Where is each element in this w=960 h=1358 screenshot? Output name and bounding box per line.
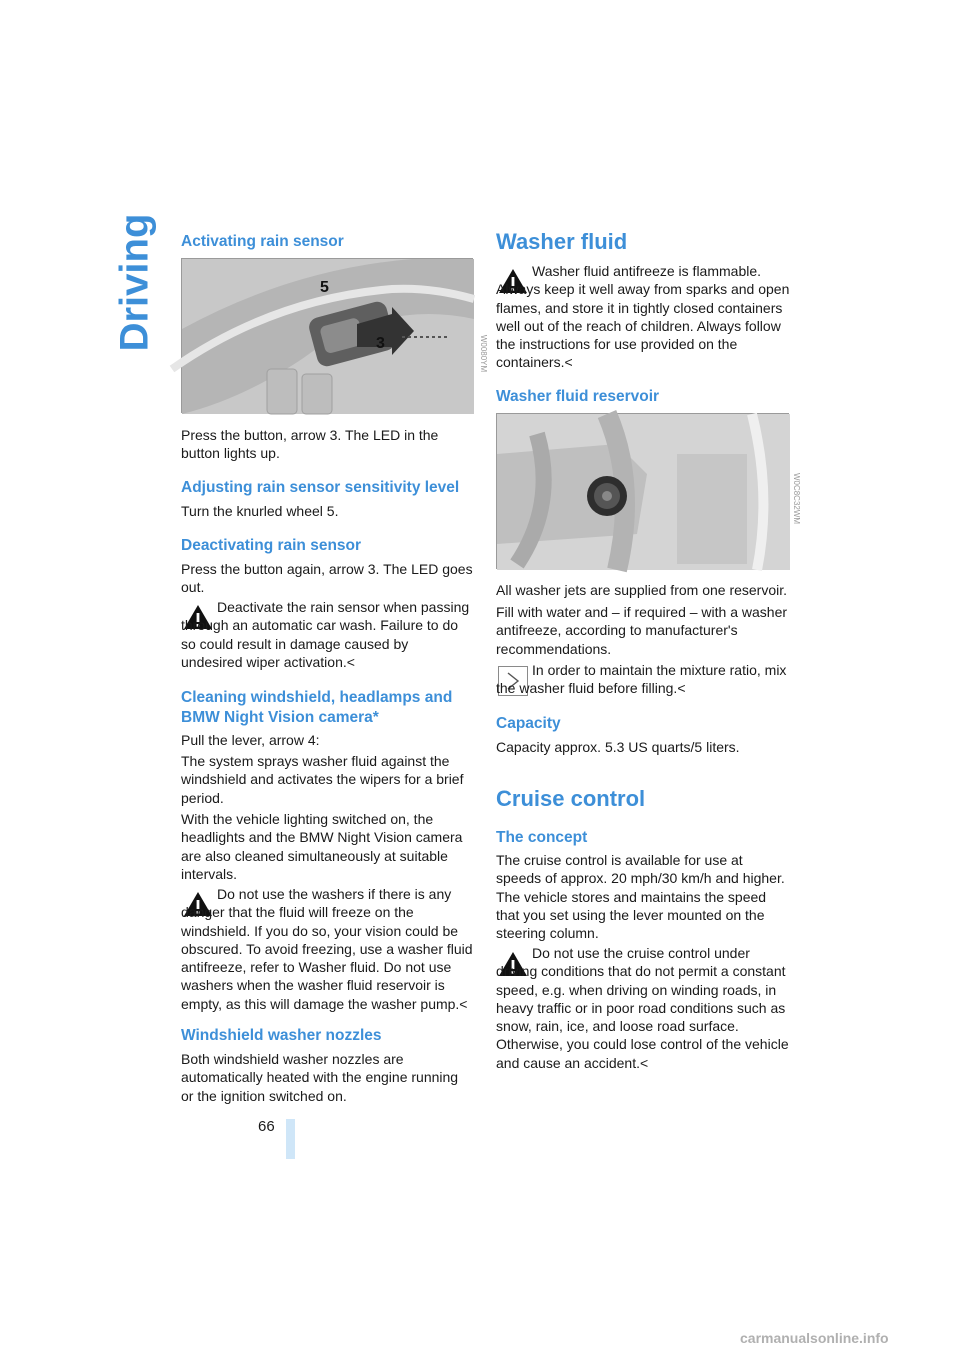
page-number: 66	[258, 1118, 275, 1135]
section-side-title	[110, 213, 160, 352]
cleaning-instruction: Pull the lever, arrow 4:	[181, 732, 320, 748]
activate-instruction: Press the button, arrow 3. The LED in the button lights up.	[181, 427, 439, 462]
cruise-warning: Do not use the cruise control under driving conditions that do not permit a constant speed, e.g. when driving on winding roads, in heavy traffic or in poor road conditions such as snow, rain, ice, and loose road surface. Otherwise, you could lose control of the vehicle and cause an accident.<	[496, 945, 789, 1071]
capacity-text: Capacity approx. 5.3 US quarts/5 liters.	[496, 739, 740, 755]
deactivate-instruction: Press the button again, arrow 3. The LED goes out.	[181, 561, 473, 596]
heading-capacity: Capacity	[496, 715, 561, 732]
cleaning-description: The system sprays washer fluid against the windshield and activates the wipers for a brief period.	[181, 753, 464, 806]
heading-concept: The concept	[496, 829, 588, 846]
figure-code: W0080YM	[478, 334, 488, 373]
page-bar	[286, 1119, 295, 1159]
reservoir-illustration	[497, 414, 790, 570]
reservoir-text-1: All washer jets are supplied from one reservoir.	[496, 582, 788, 598]
heading-sensitivity: Adjusting rain sensor sensitivity level	[181, 479, 460, 496]
heading-reservoir: Washer fluid reservoir	[496, 388, 660, 405]
freezing-warning: Do not use the washers if there is any danger that the fluid will freeze on the windshield. If you do so, your vision could be obscured. To avoid freezing, use a washer fluid antifreeze, refer to Washer fluid. Do not use washers when the washer fluid reservoir is empty, as this will damage the washer pump.<	[181, 886, 473, 1012]
rain-sensor-lever-photo	[181, 258, 488, 413]
heading-deactivating: Deactivating rain sensor	[181, 537, 362, 554]
concept-text: The cruise control is available for use at speeds of approx. 20 mph/30 km/h and higher. The vehicle stores and maintains the speed that you set using the lever mounted on the steering column.	[496, 852, 785, 942]
cleaning-headlights: With the vehicle lighting switched on, the headlights and the BMW Night Vision camera are also cleaned simultaneously at suitable intervals.	[181, 811, 463, 882]
callout-3: 3	[376, 335, 385, 352]
heading-cruise-control: Cruise control	[496, 786, 646, 811]
figure-code: W0C8C32WM	[791, 472, 801, 525]
nozzles-text: Both windshield washer nozzles are automatically heated with the engine running or the ignition switched on.	[181, 1051, 459, 1104]
mixture-note: In order to maintain the mixture ratio, mix the washer fluid before filling.<	[496, 662, 787, 697]
car-wash-warning: Deactivate the rain sensor when passing through an automatic car wash. Failure to do so could result in damage caused by undesired wiper activation.<	[181, 599, 470, 670]
section-side-title-text: Driving	[112, 213, 157, 352]
callout-5: 5	[320, 279, 329, 296]
reservoir-text-2: Fill with water and – if required – with a washer antifreeze, according to manufacturer's recommendations.	[496, 604, 788, 657]
reservoir-photo	[496, 413, 801, 569]
heading-washer-fluid: Washer fluid	[496, 229, 628, 254]
heading-nozzles: Windshield washer nozzles	[181, 1027, 382, 1044]
heading-activating-rain-sensor: Activating rain sensor	[181, 233, 344, 250]
sensitivity-instruction: Turn the knurled wheel 5.	[181, 503, 339, 519]
footer-credit: carmanualsonline.info	[740, 1330, 889, 1346]
flammable-warning: Washer fluid antifreeze is flammable. Always keep it well away from sparks and open flames, and store it in tightly closed containers well out of the reach of children. Always follow the instructions for use provided on the containers.<	[496, 263, 790, 371]
heading-cleaning: Cleaning windshield, headlamps and BMW Night Vision camera*	[181, 689, 453, 726]
